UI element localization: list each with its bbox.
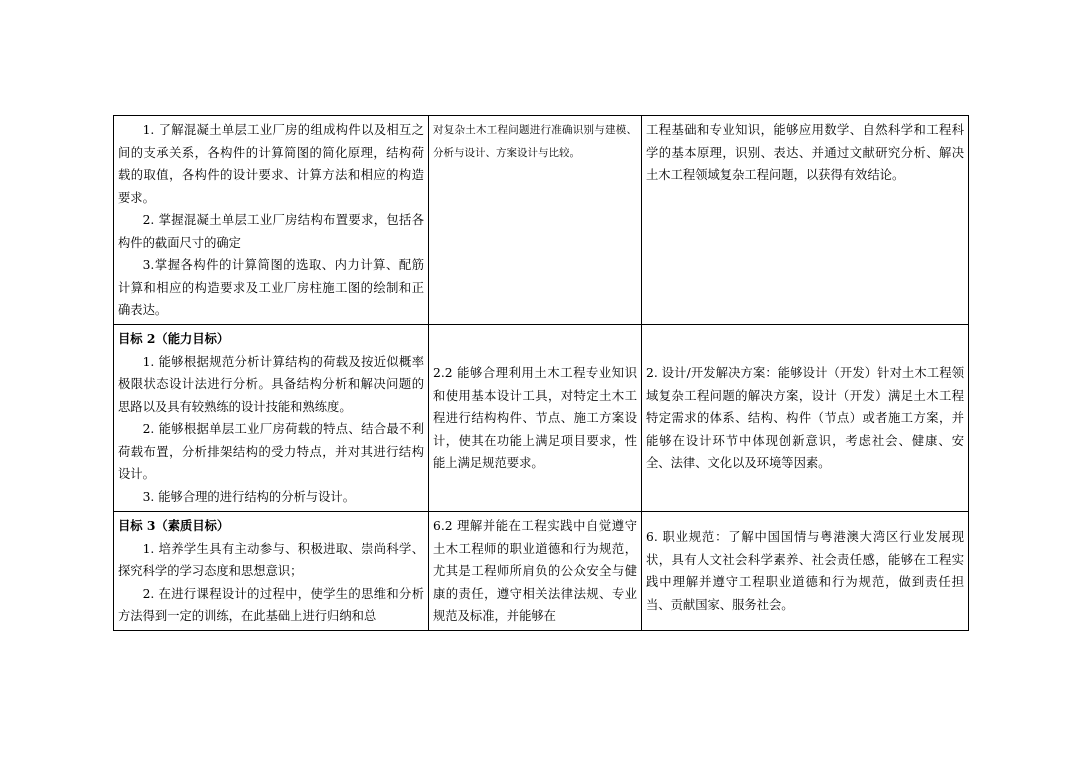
objective-heading: 目标 2（能力目标） — [118, 331, 230, 346]
objective-item: 1. 能够根据规范分析计算结构的荷载及按近似概率极限状态设计法进行分析。具备结构分析和解决问题的思路以及具有较熟练的设计技能和熟练度。 — [118, 354, 424, 414]
course-objectives-table — [113, 115, 969, 631]
objective-item: 2. 能够根据单层工业厂房荷载的特点、结合最不利荷载布置，分析排架结构的受力特点，并对其进行结构设计。 — [118, 422, 424, 481]
indicator-cell — [429, 325, 642, 512]
objective-item: 3. 能够合理的进行结构的分析与设计。 — [142, 489, 355, 504]
objective-item: 1. 了解混凝土单层工业厂房的组成构件以及相互之间的支承关系，各构件的计算简图的简化原理，结构荷载的取值，各构件的设计要求、计算方法和相应的构造要求。 — [118, 123, 424, 205]
objective-cell — [114, 512, 429, 631]
indicator-text: 2.2 能够合理利用土木工程专业知识和使用基本设计工具，对特定土木工程进行结构构件、节点、施工方案设计，使其在功能上满足项目要求，性能上满足规范要求。 — [433, 366, 637, 471]
table-row — [114, 512, 969, 631]
requirement-cell — [642, 512, 969, 631]
indicator-cell — [429, 512, 642, 631]
objective-cell — [114, 116, 429, 325]
objective-heading: 目标 3（素质目标） — [118, 518, 230, 533]
table-row — [114, 116, 969, 325]
indicator-cell — [429, 116, 642, 325]
objective-cell — [114, 325, 429, 512]
objective-item: 3.掌握各构件的计算简图的选取、内力计算、配筋计算和相应的构造要求及工业厂房柱施工图的绘制和正确表达。 — [118, 258, 424, 317]
requirement-text: 6. 职业规范：了解中国国情与粤港澳大湾区行业发展现状，具有人文社会科学素养、社会责任感，能够在工程实践中理解并遵守工程职业道德和行为规范，做到责任担当、贡献国家、服务社会。 — [646, 530, 964, 612]
table-row — [114, 325, 969, 512]
objective-item: 2. 在进行课程设计的过程中，使学生的思维和分析方法得到一定的训练，在此基础上进行归纳和总 — [118, 586, 424, 623]
requirement-text: 工程基础和专业知识，能够应用数学、自然科学和工程科学的基本原理，识别、表达、并通过文献研究分析、解决土木工程领域复杂工程问题，以获得有效结论。 — [646, 123, 964, 182]
indicator-text: 6.2 理解并能在工程实践中自觉遵守土木工程师的职业道德和行为规范，尤其是工程师所肩负的公众安全与健康的责任，遵守相关法律法规、专业规范及标准，并能够在 — [433, 519, 637, 623]
objective-item: 1. 培养学生具有主动参与、积极进取、崇尚科学、探究科学的学习态度和思想意识； — [118, 541, 424, 578]
requirement-cell — [642, 116, 969, 325]
indicator-text: 对复杂土木工程问题进行准确识别与建模、分析与设计、方案设计与比较。 — [433, 124, 637, 159]
objective-item: 2. 掌握混凝土单层工业厂房结构布置要求，包括各构件的截面尺寸的确定 — [118, 213, 424, 250]
requirement-text: 2. 设计/开发解决方案：能够设计（开发）针对土木工程领域复杂工程问题的解决方案，设计（开发）满足土木工程特定需求的体系、结构、构件（节点）或者施工方案，并能够在设计环节中体现创新意识，考虑社会、健康、安全、法律、文化以及环境等因素。 — [646, 366, 964, 471]
requirement-cell — [642, 325, 969, 512]
